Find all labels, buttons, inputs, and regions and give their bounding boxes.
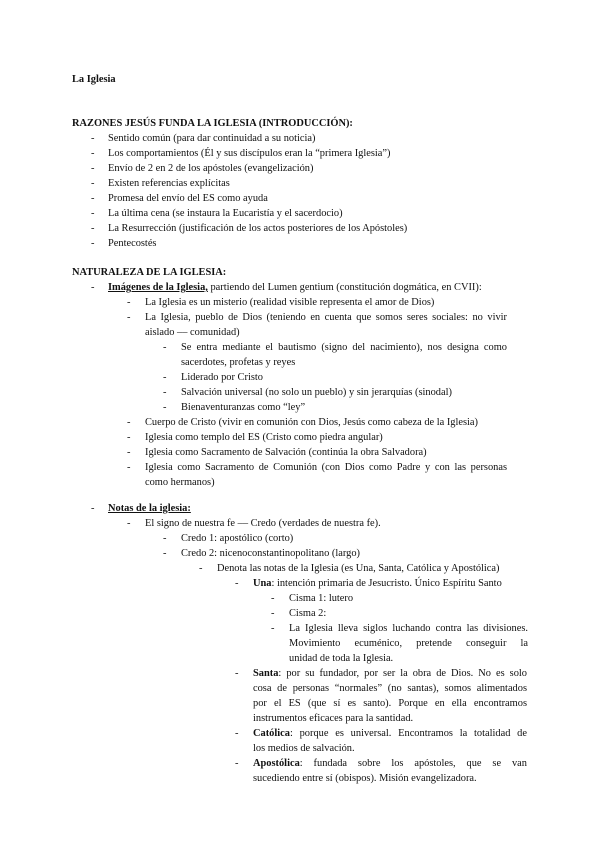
catolica-label: Católica [253, 728, 290, 739]
list-item: Pentecostés [108, 238, 157, 249]
bullet-dash: - [163, 402, 167, 413]
list-item: Iglesia como templo del ES (Cristo como piedra angular) [145, 432, 383, 443]
bullet-dash: - [235, 728, 239, 739]
list-item-imagenes [108, 280, 482, 295]
bullet-dash: - [235, 668, 239, 679]
bullet-dash: - [91, 282, 95, 293]
bullet-dash: - [127, 417, 131, 428]
notas-label: Notas de la iglesia: [108, 503, 191, 514]
list-item: La Iglesia lleva siglos luchando contra las divisiones. [289, 623, 528, 634]
bullet-dash: - [163, 342, 167, 353]
list-item: Bienaventuranzas como “ley” [181, 402, 306, 413]
list-item: La Resurrección (justificación de los actos posteriores de los Apóstoles) [108, 223, 408, 234]
list-item: Cisma 2: [289, 608, 327, 619]
bullet-dash: - [271, 608, 275, 619]
una-text: : intención primaria de Jesucristo. Único Espíritu Santo [271, 578, 502, 589]
list-item: La última cena (se instaura la Eucaristía y el sacerdocio) [108, 208, 343, 219]
bullet-dash: - [91, 208, 95, 219]
list-item: Denota las notas de la Iglesia (es Una, Santa, Católica y Apostólica) [217, 563, 500, 574]
una-label: Una [253, 578, 272, 589]
list-item: Liderado por Cristo [181, 372, 263, 383]
list-item: Sentido común (para dar continuidad a su noticia) [108, 133, 316, 144]
list-item: El signo de nuestra fe –– Credo (verdades de nuestra fe). [145, 518, 381, 529]
document-title: La Iglesia [72, 74, 116, 85]
bullet-dash: - [91, 178, 95, 189]
santa-label: Santa [253, 668, 279, 679]
bullet-dash: - [163, 372, 167, 383]
list-item-continuation: sacerdotes, profetas y reyes [181, 357, 296, 368]
bullet-dash: - [91, 163, 95, 174]
list-item: Envío de 2 en 2 de los apóstoles (evangelización) [108, 163, 314, 174]
list-item: Salvación universal (no solo un pueblo) y sin jerarquías (sinodal) [181, 387, 452, 398]
list-item-una [253, 576, 502, 591]
list-item: Se entra mediante el bautismo (signo del nacimiento), nos designa como [181, 342, 507, 353]
list-item: Credo 1: apostólico (corto) [181, 533, 294, 544]
list-item: Promesa del envío del ES como ayuda [108, 193, 268, 204]
list-item: Cisma 1: lutero [289, 593, 354, 604]
list-item: Cuerpo de Cristo (vivir en comunión con Dios, Jesús como cabeza de la Iglesia) [145, 417, 478, 428]
section-heading-naturaleza: NATURALEZA DE LA IGLESIA: [72, 267, 227, 278]
bullet-dash: - [91, 223, 95, 234]
list-item-continuation: Movimiento ecuménico, pretende conseguir la [289, 638, 528, 649]
bullet-dash: - [91, 238, 95, 249]
bullet-dash: - [91, 193, 95, 204]
list-item-continuation: como hermanos) [145, 477, 215, 488]
list-item-continuation: los medios de salvación. [253, 743, 355, 754]
bullet-dash: - [271, 593, 275, 604]
bullet-dash: - [163, 533, 167, 544]
bullet-dash: - [127, 462, 131, 473]
bullet-dash: - [163, 387, 167, 398]
list-item: La Iglesia es un misterio (realidad visible representa el amor de Dios) [145, 297, 435, 308]
santa-text: : por su fundador, por ser la obra de Dios. No es solo [278, 668, 527, 679]
list-item: Los comportamientos (Él y sus discípulos eran la “primera Iglesia”) [108, 148, 391, 159]
bullet-dash: - [127, 447, 131, 458]
list-item-santa [253, 666, 527, 681]
bullet-dash: - [163, 548, 167, 559]
list-item-continuation: sucediendo entre sí (obispos). Misión evangelizadora. [253, 773, 477, 784]
bullet-dash: - [127, 297, 131, 308]
bullet-dash: - [271, 623, 275, 634]
list-item-continuation: por el ES (que sí es santo). Porque en ella encontramos [253, 698, 527, 709]
list-item: Iglesia como Sacramento de Salvación (continúa la obra Salvadora) [145, 447, 427, 458]
apostolica-text: : fundada sobre los apóstoles, que se van [299, 758, 527, 769]
bullet-dash: - [127, 312, 131, 323]
catolica-text: : porque es universal. Encontramos la totalidad de [289, 728, 527, 739]
bullet-dash: - [91, 503, 95, 514]
bullet-dash: - [235, 758, 239, 769]
list-item: La Iglesia, pueblo de Dios (teniendo en cuenta que somos seres sociales: no vivir [145, 312, 507, 323]
section-heading-razones: RAZONES JESÚS FUNDA LA IGLESIA (INTRODUCCIÓN): [72, 118, 353, 129]
list-item: Credo 2: nicenoconstantinopolitano (largo) [181, 548, 361, 559]
list-item: Iglesia como Sacramento de Comunión (con Dios como Padre y con las personas [145, 462, 507, 473]
apostolica-label: Apostólica [253, 758, 300, 769]
bullet-dash: - [91, 148, 95, 159]
list-item-apostolica [253, 756, 527, 771]
list-item-continuation: unidad de toda la Iglesia. [289, 653, 394, 664]
bullet-dash: - [127, 432, 131, 443]
bullet-dash: - [91, 133, 95, 144]
list-item: Existen referencias explícitas [108, 178, 230, 189]
imagenes-label: Imágenes de la Iglesia, [108, 282, 208, 293]
list-item-catolica [253, 726, 527, 741]
bullet-dash: - [235, 578, 239, 589]
list-item-continuation: instrumentos eficaces para la santidad. [253, 713, 414, 724]
list-item-continuation: aislado –– comunidad) [145, 327, 240, 338]
list-item-continuation: cosa de personas “normales” (no santas), somos alimentados [253, 683, 527, 694]
bullet-dash: - [199, 563, 203, 574]
imagenes-text: partiendo del Lumen gentium (constitución dogmática, en CVII): [207, 282, 482, 293]
bullet-dash: - [127, 518, 131, 529]
